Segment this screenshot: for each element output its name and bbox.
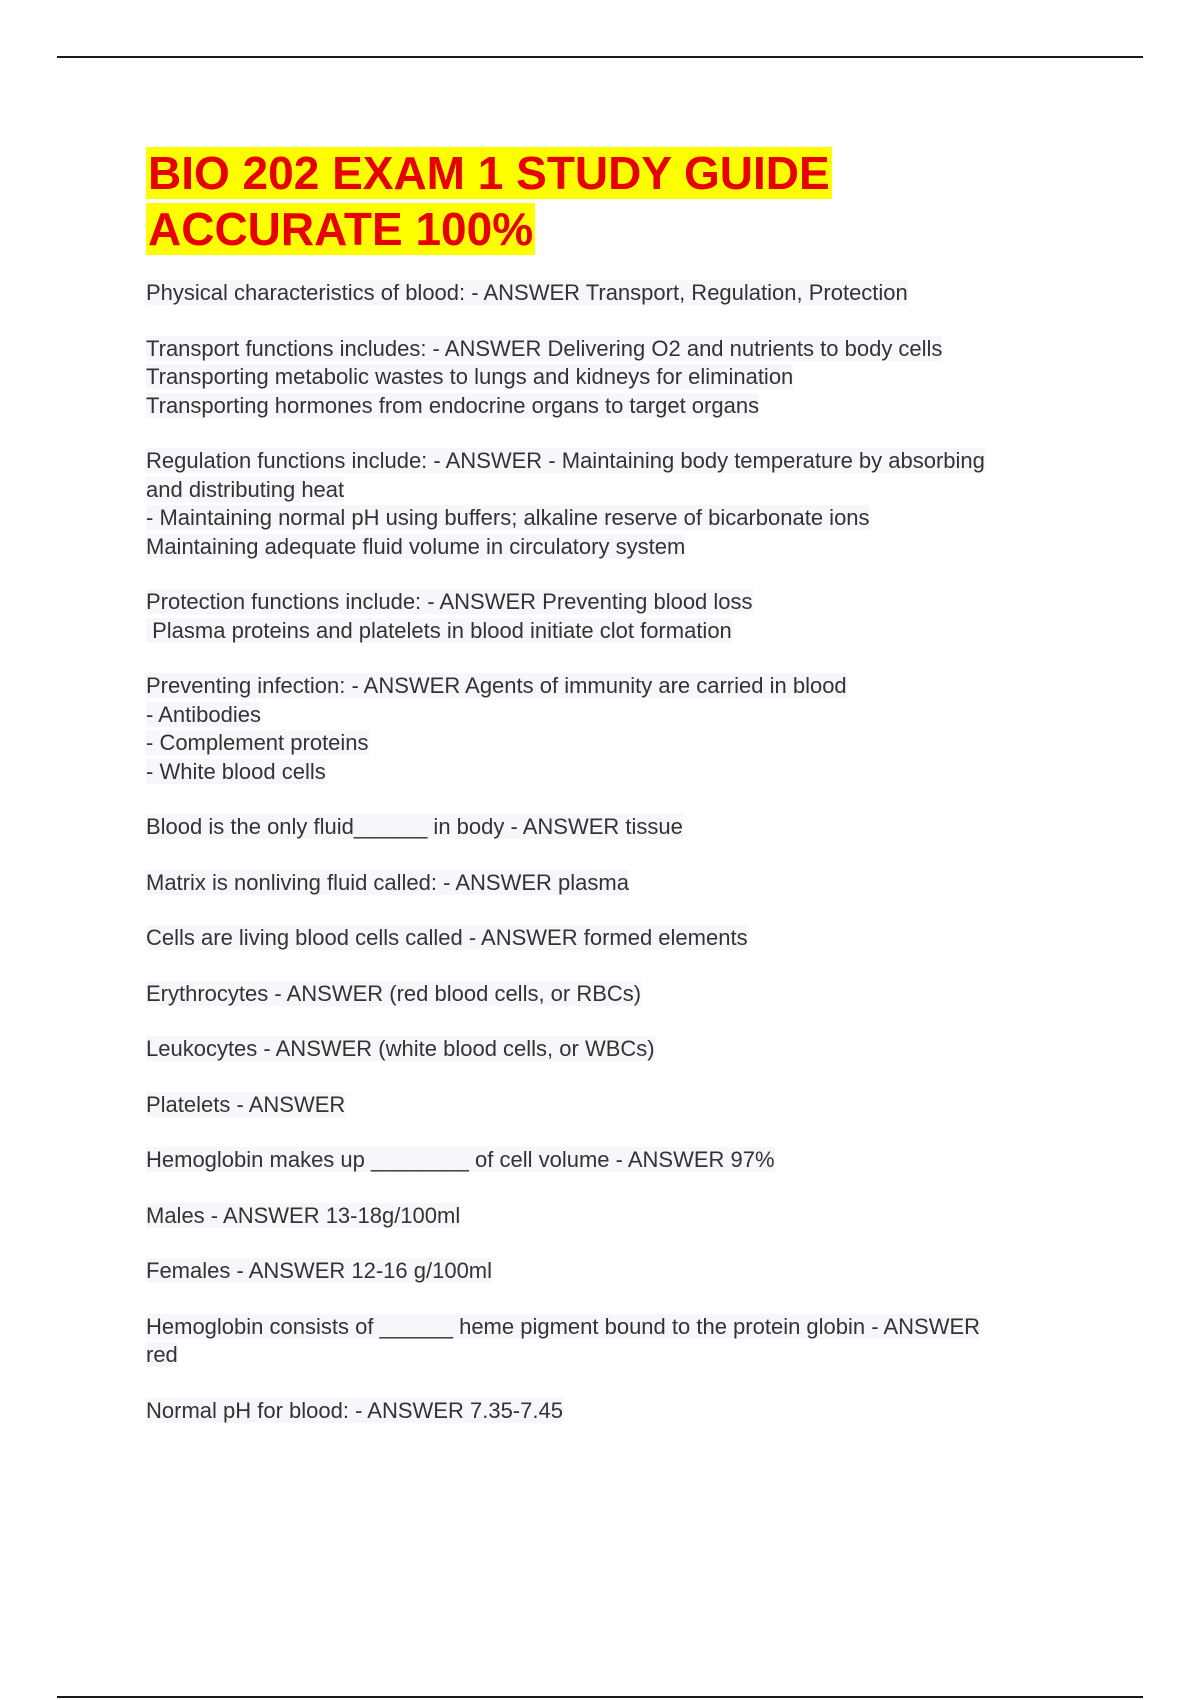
study-entry [146,447,1086,561]
entry-line [146,1257,1086,1286]
entry-line-text: Cells are living blood cells called - ANSWER formed elements [146,925,748,950]
entry-line-text: Plasma proteins and platelets in blood initiate clot formation [146,617,732,643]
study-entry [146,1257,1086,1286]
entry-line-text: - White blood cells [146,758,326,784]
entry-line-text: Preventing infection: - ANSWER Agents of immunity are carried in blood [146,673,847,698]
study-entry [146,335,1086,421]
entry-line-text: Leukocytes - ANSWER (white blood cells, or WBCs) [146,1036,655,1061]
entry-line [146,1397,1086,1426]
entry-line [146,504,1086,533]
document-title [146,145,1086,257]
title-line-2: ACCURATE 100% [148,203,534,255]
entry-line-text: Males - ANSWER 13-18g/100ml [146,1202,461,1228]
entry-line [146,701,1086,730]
entry-line [146,1091,1086,1120]
entry-line [146,1202,1086,1231]
entry-line-text: red [146,1342,178,1367]
document-body [146,145,1086,1452]
study-entry [146,279,1086,308]
entry-line [146,1341,1086,1370]
entry-line-text: Physical characteristics of blood: - ANSWER Transport, Regulation, Protection [146,280,908,305]
study-entries [146,279,1086,1425]
entry-line [146,924,1086,953]
study-entry [146,1397,1086,1426]
entry-line-text: Matrix is nonliving fluid called: - ANSWER plasma [146,869,629,895]
entry-line-text: Transport functions includes: - ANSWER Delivering O2 and nutrients to body cells [146,335,943,361]
entry-line [146,533,1086,562]
header-rule [57,56,1143,58]
entry-line [146,672,1086,701]
study-entry [146,1091,1086,1120]
entry-line-text: - Complement proteins [146,730,369,755]
entry-line [146,363,1086,392]
entry-line-text: Regulation functions include: - ANSWER - Maintaining body temperature by absorbing [146,448,985,473]
entry-line [146,813,1086,842]
entry-line-text: - Maintaining normal pH using buffers; alkaline reserve of bicarbonate ions [146,505,870,530]
entry-line [146,729,1086,758]
study-entry [146,672,1086,786]
title-line-1: BIO 202 EXAM 1 STUDY GUIDE [148,147,830,199]
study-entry [146,588,1086,645]
entry-line-text: Hemoglobin consists of ______ heme pigment bound to the protein globin - ANSWER [146,1313,981,1339]
entry-line-text: and distributing heat [146,476,345,502]
study-entry [146,1146,1086,1175]
entry-line-text: Hemoglobin makes up ________ of cell volume - ANSWER 97% [146,1147,775,1172]
entry-line-text: Blood is the only fluid______ in body - ANSWER tissue [146,814,683,839]
entry-line-text: Transporting metabolic wastes to lungs and kidneys for elimination [146,364,794,389]
study-entry [146,813,1086,842]
study-entry [146,980,1086,1009]
entry-line [146,617,1086,646]
entry-line [146,279,1086,308]
study-entry [146,1313,1086,1370]
study-entry [146,1202,1086,1231]
entry-line [146,758,1086,787]
entry-line-text: - Antibodies [146,701,261,727]
entry-line [146,447,1086,476]
study-entry [146,1035,1086,1064]
entry-line-text: Normal pH for blood: - ANSWER 7.35-7.45 [146,1397,563,1423]
entry-line [146,335,1086,364]
entry-line [146,1313,1086,1342]
entry-line [146,476,1086,505]
entry-line [146,1146,1086,1175]
entry-line [146,1035,1086,1064]
entry-line-text: Protection functions include: - ANSWER Preventing blood loss [146,589,753,614]
footer-rule [57,1696,1143,1698]
entry-line-text: Platelets - ANSWER [146,1091,346,1117]
study-entry [146,924,1086,953]
entry-line-text: Maintaining adequate fluid volume in circulatory system [146,533,686,559]
entry-line [146,392,1086,421]
entry-line-text: Females - ANSWER 12-16 g/100ml [146,1258,493,1283]
entry-line [146,869,1086,898]
entry-line-text: Transporting hormones from endocrine organs to target organs [146,392,760,418]
study-entry [146,869,1086,898]
entry-line [146,980,1086,1009]
entry-line [146,588,1086,617]
entry-line-text: Erythrocytes - ANSWER (red blood cells, or RBCs) [146,980,642,1006]
